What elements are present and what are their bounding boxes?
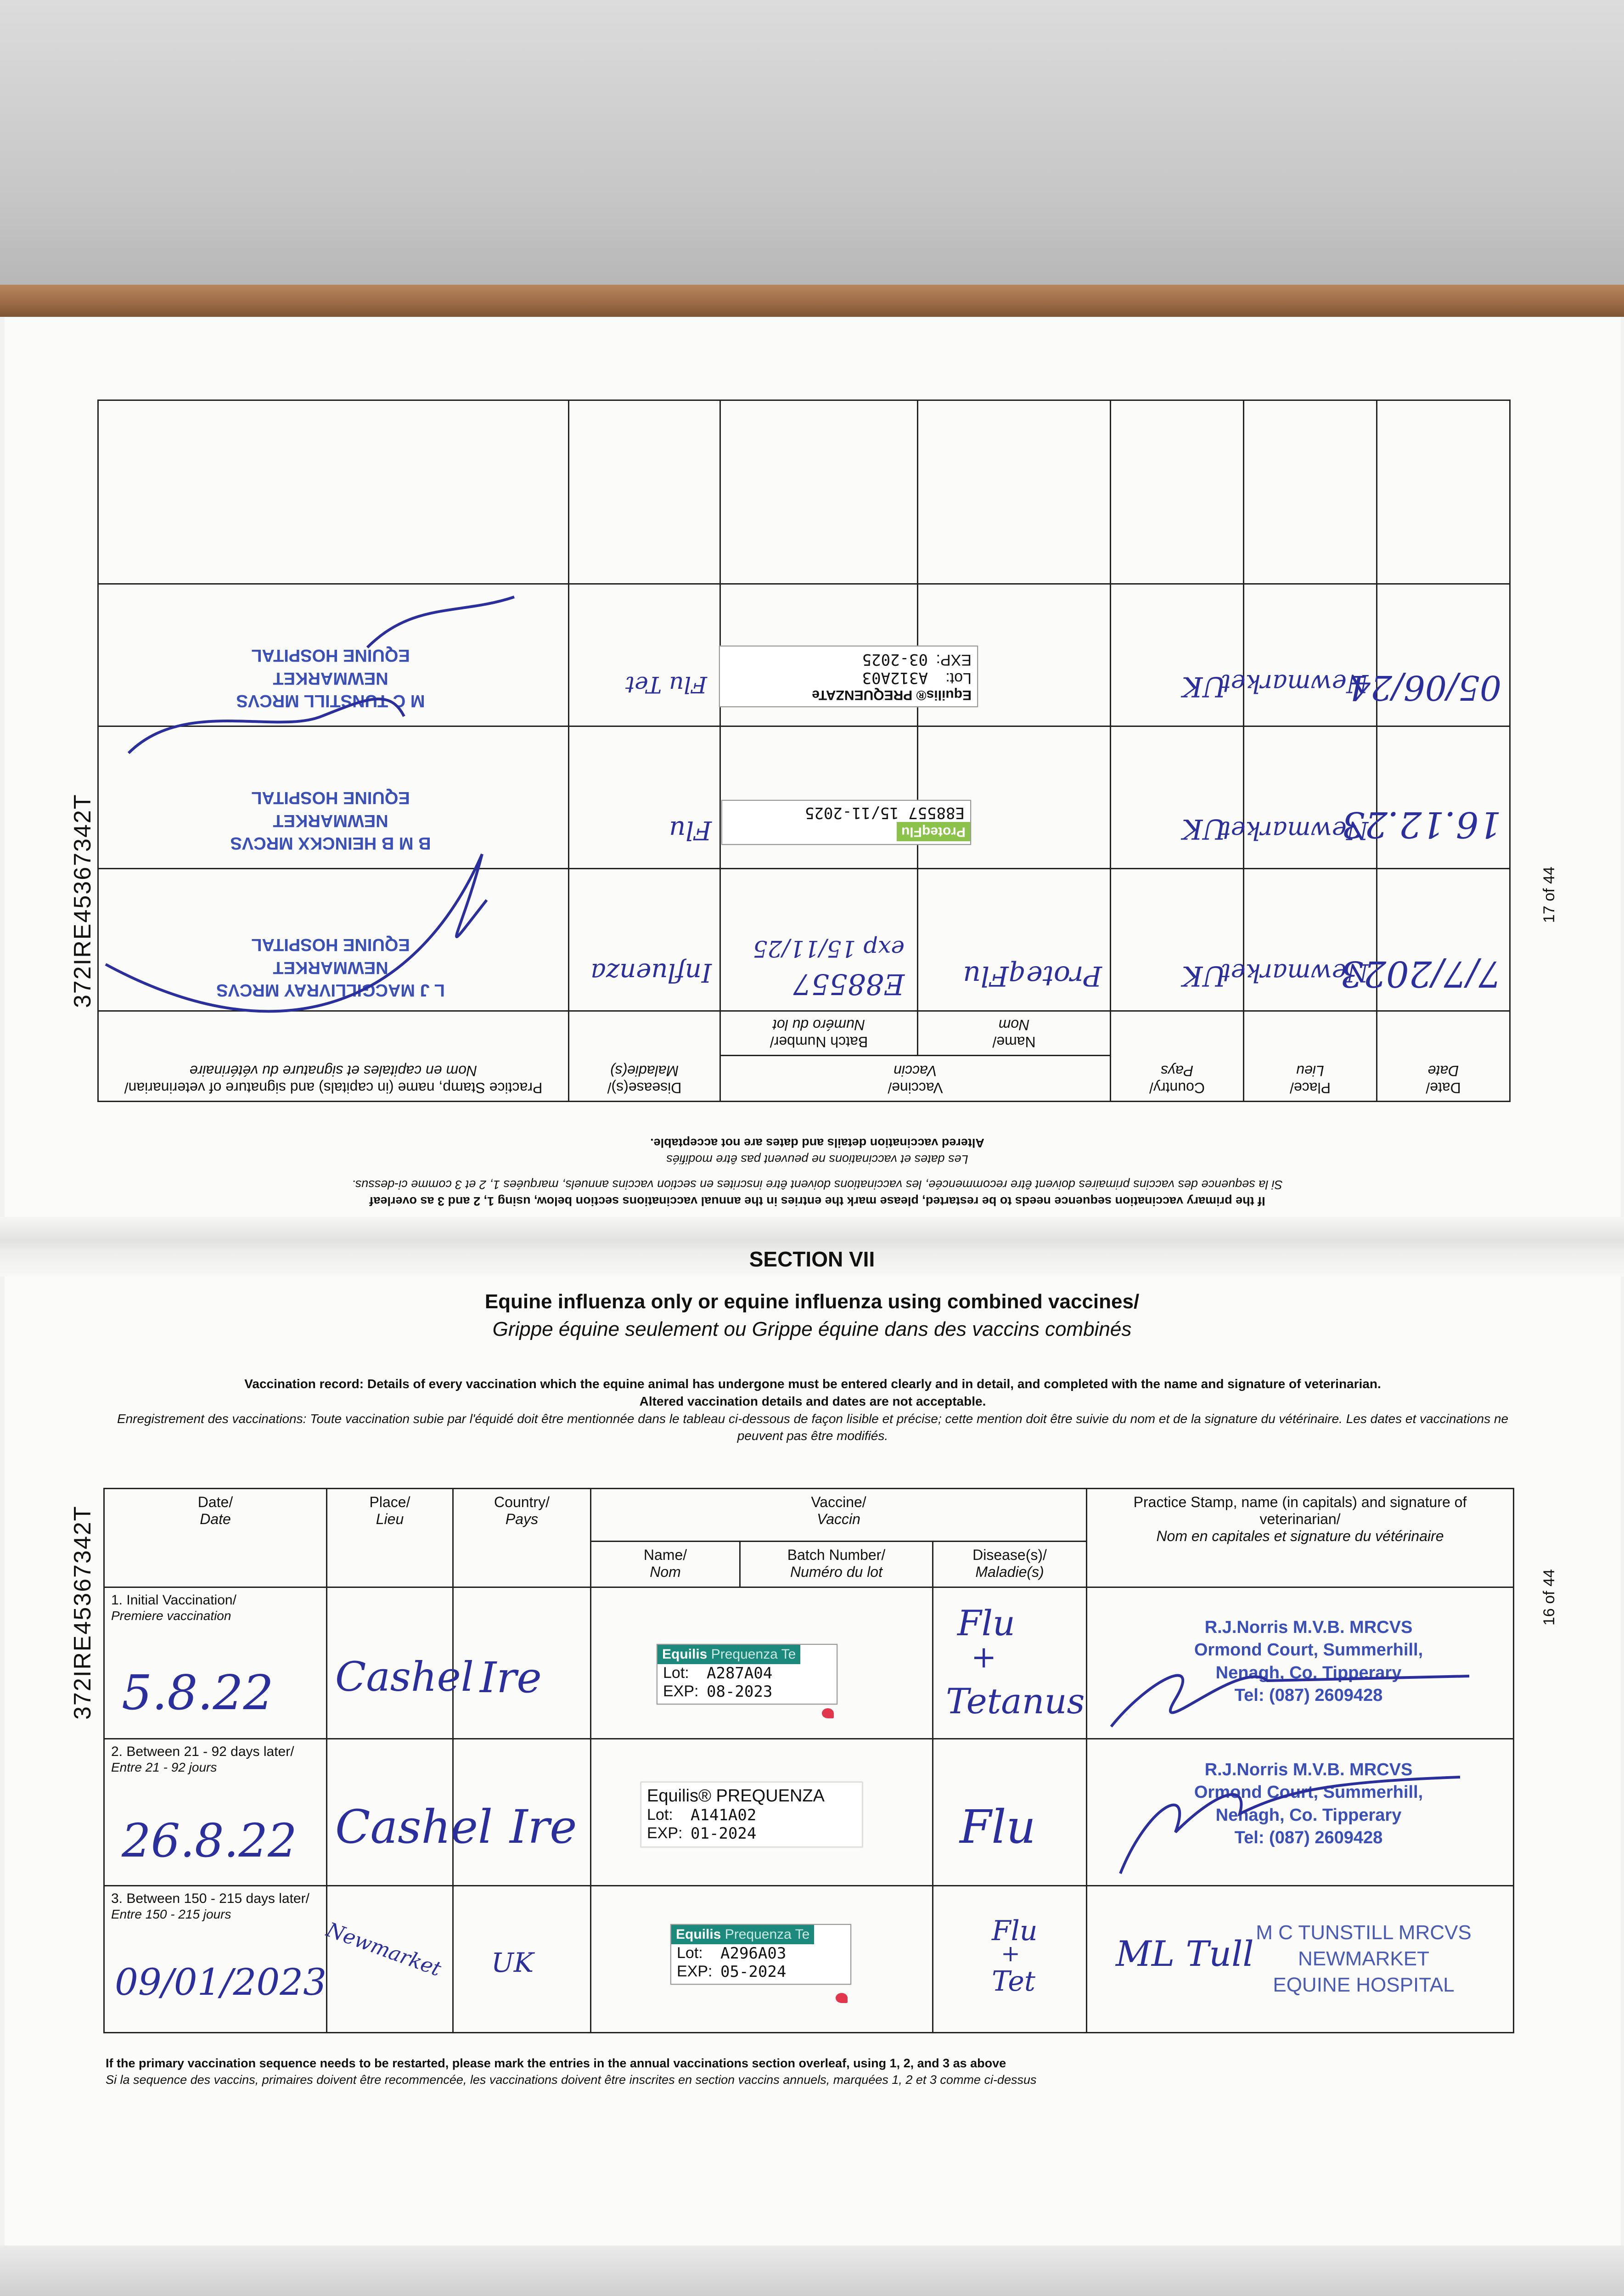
- annual-2-vaccine-label: ProteqFlu E88557 15/11-2025: [721, 800, 971, 845]
- row1-disease-3: Tetanus: [946, 1681, 1085, 1722]
- row2-disease: Flu: [960, 1800, 1036, 1854]
- row3-signature: ML Tull: [1116, 1933, 1254, 1974]
- signature-upper-1: [106, 854, 487, 1011]
- row3-date: 09/01/2023: [115, 1961, 327, 2003]
- annual-1-place: Newmarket: [1220, 958, 1368, 987]
- row3-stamp: M C TUNSTILL MRCVS NEWMARKET EQUINE HOSPITAL: [1256, 1921, 1472, 1997]
- hdr-vaccine: Vaccine/ Vaccin: [720, 1056, 1110, 1102]
- signature-upper-2: [129, 699, 404, 753]
- annual-3-disease: Flu Tet: [625, 671, 707, 698]
- annual-2-country: UK: [1182, 813, 1226, 845]
- row1-disease-2: +: [971, 1639, 997, 1675]
- annual-3-country: UK: [1182, 670, 1226, 703]
- hdr-country: Country/ Pays: [1111, 1011, 1244, 1102]
- row1-stamp: R.J.Norris M.V.B. MRCVS Ormond Court, Summerhill, Nenagh, Co. Tipperary Tel: (087) 2609428: [1194, 1618, 1423, 1705]
- hdr-place: Place/ Lieu: [1244, 1011, 1377, 1102]
- page-number-upper: 17 of 44: [1540, 867, 1558, 923]
- hdr-name: Name/ Nom: [591, 1542, 740, 1587]
- hdr-batch: Batch Number/ Numéro du lot: [740, 1542, 933, 1587]
- row3-disease-1: Flu: [992, 1915, 1038, 1947]
- annual-3-place: Newmarket: [1220, 669, 1368, 698]
- annual-3-vaccine-label: Equilis® PREQUENZATe Lot: A312A03 EXP: 03-2025: [719, 646, 978, 707]
- side-id-lower: 372IRE45367342T: [69, 1505, 96, 1720]
- hdr-disease: Disease(s)/ Maladie(s): [568, 1011, 720, 1102]
- row-label-2: 2. Between 21 - 92 days later/ Entre 21 - 92 jours: [104, 1739, 327, 1886]
- section-title: SECTION VII: [749, 1247, 875, 1271]
- signature-row1: [1111, 1676, 1469, 1727]
- annual-1-country: UK: [1182, 960, 1226, 992]
- hdr-name: Name/ Nom: [918, 1011, 1111, 1056]
- row3-vaccine-label: Equilis Prequenza Te Lot: A296A03 EXP: 05-2024: [670, 1924, 851, 1985]
- hdr-date: Date/ Date: [1377, 1011, 1510, 1102]
- hdr-disease: Disease(s)/ Maladie(s): [933, 1542, 1087, 1587]
- upper-footnotes: If the primary vaccination sequence needs to be restarted, please mark the entries in the annual vaccinations section below, using 1, 2 and 3 as overleaf Si la sequence des vaccins primaires doivent être recommencée, les vaccinations doivent être inscrites en section vaccins annuels, marquées 1, 2 et 3 comme ci-dessus. Les dates et vaccinations ne peuvent pas être modifiés Altered vaccination details and dates are not acceptable.: [352, 1136, 1283, 1208]
- annual-2-disease: Flu: [669, 815, 712, 845]
- row1-vaccine-label: Equilis Prequenza Te Lot: A287A04 EXP: 08-2023: [657, 1644, 837, 1705]
- row3-disease-3: Tet: [992, 1965, 1035, 1998]
- hdr-stamp: Practice Stamp, name (in capitals) and signature of veterinarian/ Nom en capitales et signature du vétérinaire: [1087, 1489, 1514, 1587]
- row1-disease-1: Flu: [957, 1603, 1015, 1643]
- row1-country: Ire: [480, 1653, 542, 1702]
- hdr-place: Place/ Lieu: [327, 1489, 453, 1587]
- side-id-upper: 372IRE45367342T: [69, 793, 96, 1008]
- row3-disease-2: +: [1001, 1940, 1020, 1967]
- annual-1-exp: exp 15/11/25: [753, 935, 905, 962]
- hdr-vaccine: Vaccine/ Vaccin: [591, 1489, 1087, 1542]
- hdr-country: Country/ Pays: [453, 1489, 591, 1587]
- row-label-3: 3. Between 150 - 215 days later/ Entre 150 - 215 jours: [104, 1886, 327, 2033]
- signature-upper-3: [367, 597, 514, 647]
- heading-fr: Grippe équine seulement ou Grippe équine dans des vaccins combinés: [492, 1318, 1132, 1340]
- row2-date: 26.8.22: [122, 1814, 297, 1868]
- signature-row2: [1120, 1777, 1460, 1874]
- page-number-lower: 16 of 44: [1540, 1569, 1558, 1626]
- record-intro: Vaccination record: Details of every vaccination which the equine animal has undergone must be entered clearly and in detail, and completed with the name and signature of veterinarian. Altered vaccination details and dates are not acceptable. Enregistrement des vaccinations: Toute vaccination subie par l'équidé doit être mentionnée dans le tableau ci-dessous de façon lisible et précise; cette mention doit être suivie du nom et de la signature du vétérinaire. Les dates et vaccinations ne peuvent pas être modifiés.: [117, 1377, 1509, 1443]
- hdr-batch: Batch Number/ Numéro du lot: [720, 1011, 917, 1056]
- row2-country: Ire: [510, 1800, 577, 1854]
- annual-3-stamp: M C TUNSTILL MRCVS NEWMARKET EQUINE HOSPITAL: [236, 646, 425, 710]
- annual-3-date: 05/06/24: [1349, 668, 1501, 707]
- row-label-1: 1. Initial Vaccination/ Premiere vaccination: [104, 1587, 327, 1739]
- annual-1-stamp: L J MACGILLIVRAY MRCVS NEWMARKET EQUINE HOSPITAL: [216, 935, 445, 1000]
- row3-place: Newmarket: [323, 1918, 444, 1981]
- annual-2-place: Newmarket: [1220, 816, 1368, 845]
- row2-vaccine-label: Equilis® PREQUENZA Lot: A141A02 EXP: 01-2024: [641, 1782, 863, 1847]
- hdr-stamp: Practice Stamp, name (in capitals) and signature of veterinarian/ Nom en capitales et signature du vétérinaire: [98, 1011, 568, 1102]
- row3-country: UK: [491, 1947, 534, 1978]
- bottom-footnote: If the primary vaccination sequence needs to be restarted, please mark the entries in the annual vaccinations section overleaf, using 1, 2, and 3 as above Si la sequence des vaccins, primaires doivent être recommencée, les vaccinations doivent être inscrites en section vaccins annuels, marquées 1, 2 et 3 comme ci-dessus: [106, 2056, 1037, 2087]
- annual-1-date: 7/7/2023: [1340, 953, 1501, 994]
- hdr-date: Date/ Date: [104, 1489, 327, 1587]
- heading-en: Equine influenza only or equine influenza using combined vaccines/: [484, 1290, 1140, 1313]
- annual-1-disease: Influenza: [590, 957, 712, 987]
- row2-stamp: R.J.Norris M.V.B. MRCVS Ormond Court, Summerhill, Nenagh, Co. Tipperary Tel: (087) 2609428: [1194, 1760, 1423, 1848]
- row1-place: Cashel: [335, 1653, 474, 1700]
- annual-1-batch: E88557: [793, 968, 905, 1001]
- row1-date: 5.8.22: [122, 1665, 274, 1721]
- annual-2-stamp: B M B HEINCKX MRCVS NEWMARKET EQUINE HOSPITAL: [230, 788, 431, 853]
- row2-place: Cashel: [335, 1800, 493, 1854]
- annual-2-date: 16.12.23: [1342, 804, 1501, 845]
- annual-1-product: ProteqFlu: [963, 960, 1102, 992]
